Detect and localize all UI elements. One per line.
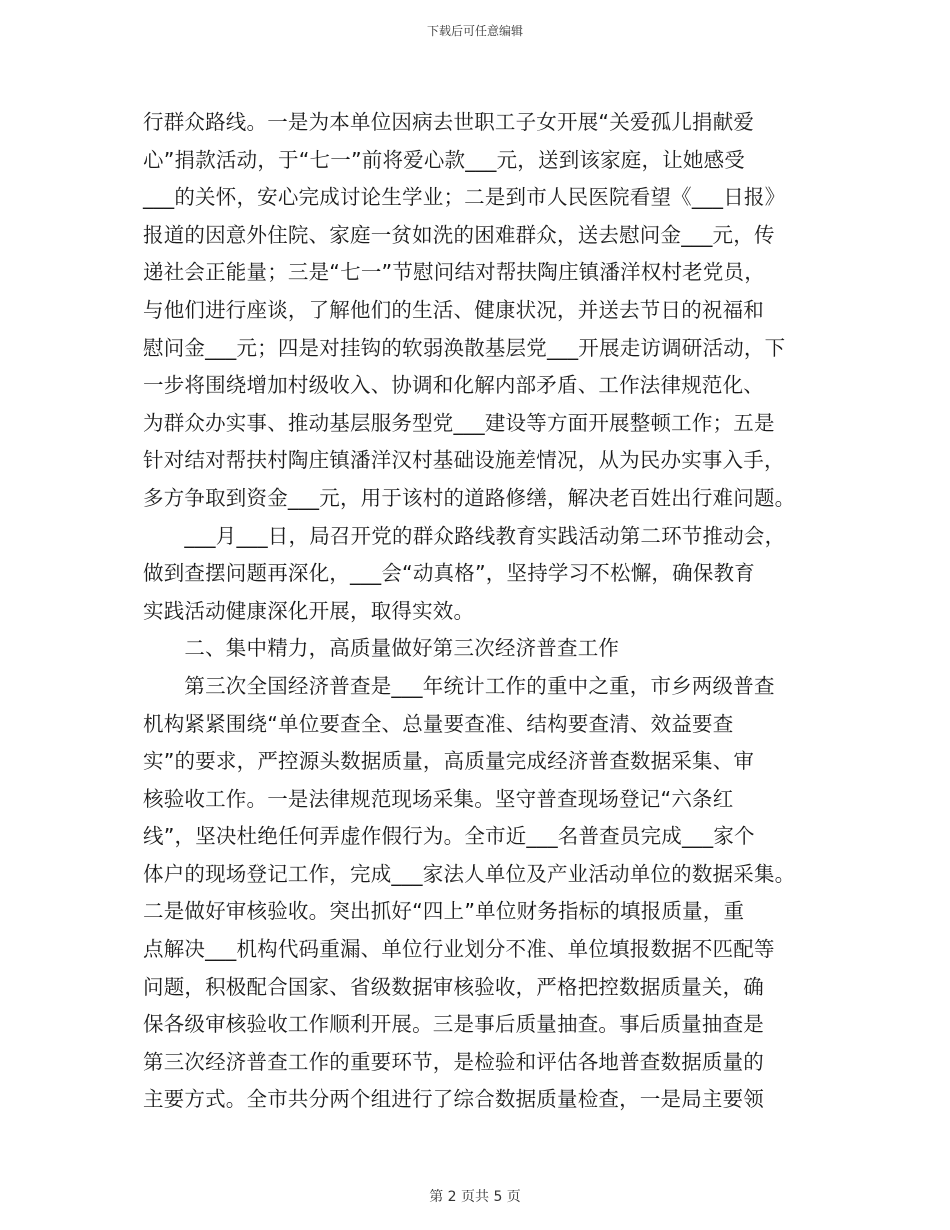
body-line-25: 保各级审核验收工作顺利开展。三是事后质量抽查。事后质量抽查是: [143, 1012, 764, 1037]
body-line-22: 二是做好审核验收。突出抓好“四上”单位财务指标的填报质量，重: [143, 899, 745, 924]
body-line-14: 实践活动健康深化开展，取得实效。: [143, 598, 475, 623]
body-line-2: 心”捐款活动，于“七一”前将爱心款___元，送到该家庭，让她感受: [143, 147, 746, 172]
body-line-4: 报道的因意外住院、家庭一贫如洗的困难群众，送去慰问金___元，传: [143, 222, 775, 247]
body-line-18: 实”的要求，严控源头数据质量，高质量完成经济普查数据采集、审: [143, 749, 755, 774]
section-heading: 二、集中精力，高质量做好第三次经济普查工作: [143, 636, 620, 661]
body-line-9: 为群众办实事、推动基层服务型党___建设等方面开展整顿工作；五是: [143, 410, 775, 435]
body-line-8: 一步将围绕增加村级收入、协调和化解内部矛盾、工作法律规范化、: [143, 373, 764, 398]
body-line-7: 慰问金___元；四是对挂钩的软弱涣散基层党___开展走访调研活动，下: [143, 335, 786, 360]
document-body: [143, 104, 808, 1119]
body-line-5: 递社会正能量；三是“七一”节慰问结对帮扶陶庄镇潘洋权村老党员，: [143, 260, 765, 285]
body-line-23: 点解决___机构代码重漏、单位行业划分不准、单位填报数据不匹配等: [143, 937, 775, 962]
body-line-27: 主要方式。全市共分两个组进行了综合数据质量检查，一是局主要领: [143, 1087, 764, 1112]
body-line-24: 问题，积极配合国家、省级数据审核验收，严格把控数据质量关，确: [143, 974, 764, 999]
body-line-20: 线”，坚决杜绝任何弄虚作假行为。全市近___名普查员完成___家个: [143, 824, 755, 849]
body-line-13: 做到查摆问题再深化，___会“动真格”，坚持学习不松懈，确保教育: [143, 561, 755, 586]
body-line-26: 第三次经济普查工作的重要环节，是检验和评估各地普查数据质量的: [143, 1049, 764, 1074]
body-line-19: 核验收工作。一是法律规范现场采集。坚守普查现场登记“六条红: [143, 786, 734, 811]
body-line-17: 机构紧紧围绕“单位要查全、总量要查准、结构要查清、效益要查: [143, 711, 734, 736]
body-line-10: 针对结对帮扶村陶庄镇潘洋汉村基础设施差情况，从为民办实事入手，: [143, 448, 785, 473]
body-line-11: 多方争取到资金___元，用于该村的道路修缮，解决老百姓出行难问题。: [143, 485, 796, 510]
page-footer: 第 2 页共 5 页: [429, 1189, 521, 1205]
body-line-3: ___的关怀，安心完成讨论生学业；二是到市人民医院看望《___日报》: [143, 185, 786, 210]
page-header: 下载后可任意编辑: [426, 24, 523, 38]
body-line-12: ___月___日，局召开党的群众路线教育实践活动第二环节推动会，: [143, 523, 786, 548]
body-line-21: 体户的现场登记工作，完成___家法人单位及产业活动单位的数据采集。: [143, 861, 796, 886]
body-line-6: 与他们进行座谈，了解他们的生活、健康状况，并送去节日的祝福和: [143, 297, 764, 322]
body-line-16: 第三次全国经济普查是___年统计工作的重中之重，市乡两级普查: [143, 673, 775, 698]
body-line-1: 行群众路线。一是为本单位因病去世职工子女开展“关爱孤儿捐献爱: [143, 110, 755, 134]
